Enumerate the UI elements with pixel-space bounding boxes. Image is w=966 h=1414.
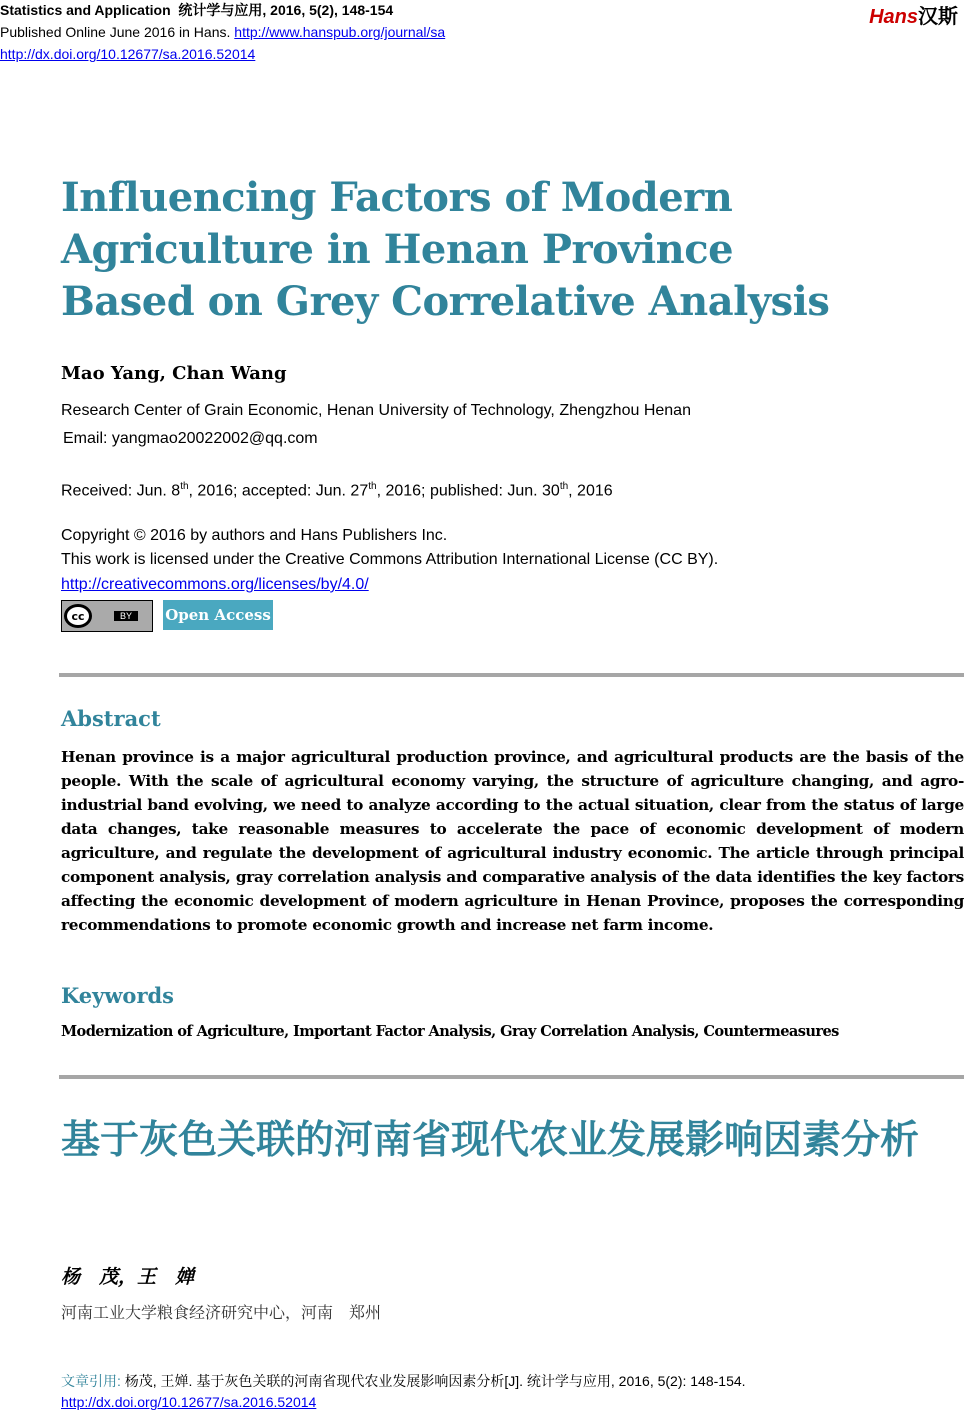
journal-name: Statistics and Application xyxy=(0,2,171,18)
cn-affiliation: 河南工业大学粮食经济研究中心，河南 郑州 xyxy=(61,1305,382,1322)
hans-logo: Hans汉斯 xyxy=(869,6,958,28)
title-line: Based on Grey Correlative Analysis xyxy=(61,278,830,325)
cc-icon: cc xyxy=(64,604,92,628)
abstract-text: Henan province is a major agricultural production province, and agricultural products are the basis of the people. With the scale of agricultural economy varying, the structure of agriculture changing, and agro-industrial band evolving, we need to analyze according to the actual situation, clear from the status of large data changes, take reasonable measures to accelerate the pace of economic development of modern agriculture, and regulate the development of agricultural industry economic. The article through principal component analysis, gray correlation analysis and comparative analysis of the data identifies the key factors affecting the economic development of modern agriculture in Henan Province, proposes the corresponding recommendations to promote economic growth and increase net farm income. xyxy=(61,748,964,934)
title-line: Agriculture in Henan Province xyxy=(61,226,734,273)
doi-link[interactable]: http://dx.doi.org/10.12677/sa.2016.52014 xyxy=(0,46,256,62)
journal-name-cn: 统计学与应用 xyxy=(178,2,263,18)
journal-link[interactable]: http://www.hanspub.org/journal/sa xyxy=(234,24,446,40)
license-note: This work is licensed under the Creative Commons Attribution International License (CC BY). xyxy=(61,551,719,568)
abstract-heading: Abstract xyxy=(61,706,161,731)
license-link[interactable]: http://creativecommons.org/licenses/by/4.0/ xyxy=(61,576,369,593)
cn-doi-link[interactable]: http://dx.doi.org/10.12677/sa.2016.52014 xyxy=(61,1394,317,1410)
published-note: Published Online June 2016 in Hans. xyxy=(0,24,235,40)
journal-citation: , 2016, 5(2), 148-154 xyxy=(262,2,394,18)
email: Email: yangmao20022002@qq.com xyxy=(63,430,318,447)
authors: Mao Yang, Chan Wang xyxy=(61,363,287,384)
cn-title: 基于灰色关联的河南省现代农业发展影响因素分析 xyxy=(61,1119,920,1162)
dates: Received: Jun. 8th, 2016; accepted: Jun. 27th, 2016; published: Jun. 30th, 2016 xyxy=(61,481,613,500)
copyright: Copyright © 2016 by authors and Hans Publishers Inc. xyxy=(61,527,448,544)
cn-citation: 文章引用: 杨茂, 王婵. 基于灰色关联的河南省现代农业发展影响因素分析[J]. 统计学与应用, 2016, 5(2): 148-154. xyxy=(61,1373,746,1389)
open-access-badge[interactable]: Open Access xyxy=(163,600,273,630)
paper-title xyxy=(61,172,829,328)
cc-by-badge[interactable] xyxy=(61,600,153,632)
journal-header xyxy=(0,0,393,21)
keywords-heading: Keywords xyxy=(61,983,175,1008)
divider xyxy=(59,673,964,677)
by-label: BY xyxy=(114,611,138,621)
cn-authors: 杨 茂，王 婵 xyxy=(61,1267,195,1288)
affiliation: Research Center of Grain Economic, Henan University of Technology, Zhengzhou Henan xyxy=(61,402,691,419)
title-line: Influencing Factors of Modern xyxy=(61,174,733,221)
keywords-text: Modernization of Agriculture, Important Factor Analysis, Gray Correlation Analysis, Countermeasures xyxy=(61,1023,839,1040)
divider xyxy=(59,1075,964,1079)
